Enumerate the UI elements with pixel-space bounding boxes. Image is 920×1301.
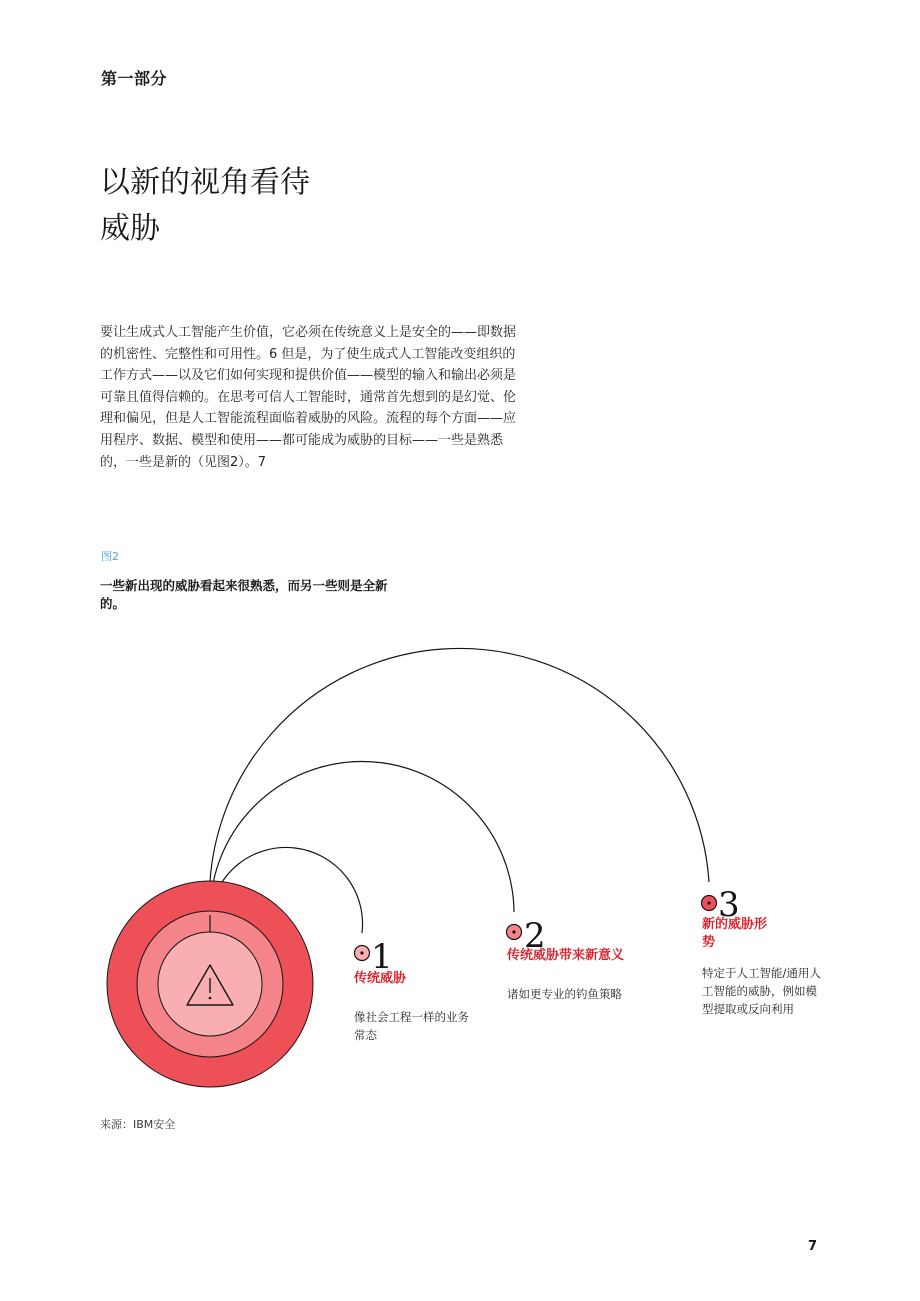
- item-1: [354, 970, 474, 1044]
- item-2-number: 2: [524, 916, 546, 956]
- figure-title: 一些新出现的威胁看起来很熟悉，而另一些则是全新的。: [100, 578, 388, 611]
- source-note: 来源：IBM安全: [100, 1118, 176, 1131]
- figure-label: 图2: [101, 550, 119, 563]
- page-number: 7: [808, 1239, 818, 1254]
- page-title-line-1: 以新的视角看待: [100, 165, 310, 200]
- item-2-title: 传统威胁带来新意义: [507, 948, 625, 963]
- section-label: 第一部分: [101, 69, 168, 88]
- arc-to-item-3: [209, 648, 709, 915]
- item-1-description: 像社会工程一样的业务常态: [354, 1010, 469, 1042]
- page-title-line-2: 威胁: [100, 211, 160, 246]
- item-1-number: 1: [371, 937, 393, 977]
- item-2: [507, 947, 632, 1003]
- item-3: [702, 916, 827, 1018]
- marker-2-icon: [507, 925, 522, 940]
- item-3-number: 3: [718, 885, 740, 925]
- marker-3-icon: [702, 896, 717, 911]
- body-paragraph: 要让生成式人工智能产生价值，它必须在传统意义上是安全的——即数据的机密性、完整性和可用性。6 但是，为了使生成式人工智能改变组织的工作方式——以及它们如何实现和提供价值——模型的输入和输出必须是可靠且值得信赖的。在思考可信人工智能时，通常首先想到的是幻觉、伦理和偏见，但是人工智能流程面临着威胁的风险。流程的每个方面——应用程序、数据、模型和使用——都可能成为威胁的目标——一些是熟悉的，一些是新的（见图2）。7: [100, 325, 517, 470]
- item-1-title: 传统威胁: [354, 971, 407, 986]
- item-3-description: 特定于人工智能/通用人工智能的威胁，例如模型提取或反向利用: [702, 966, 821, 1016]
- item-2-description: 诸如更专业的钓鱼策略: [507, 987, 622, 1001]
- item-3-title: 新的威胁形势: [702, 917, 768, 950]
- marker-1-icon: [355, 946, 370, 961]
